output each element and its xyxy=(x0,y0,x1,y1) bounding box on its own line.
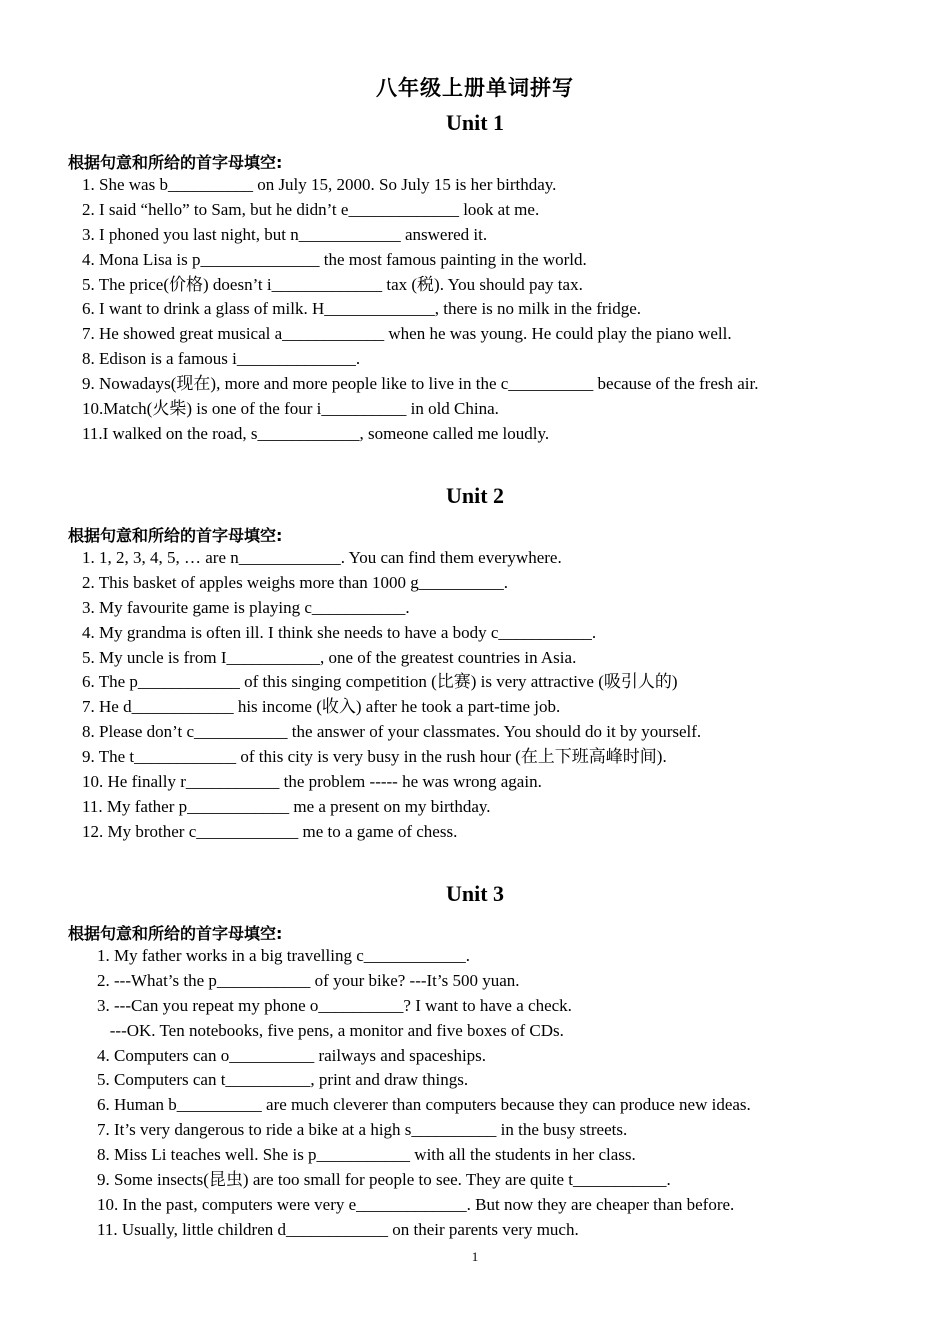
question-item: 8. Edison is a famous i______________. xyxy=(82,349,361,369)
unit-2-question-list xyxy=(82,546,701,845)
question-item: 11. My father p____________ me a present on my birthday. xyxy=(82,796,491,816)
question-item: 7. It’s very dangerous to ride a bike at a high s__________ in the busy streets. xyxy=(97,1120,628,1140)
question-item: 4. Mona Lisa is p______________ the most famous painting in the world. xyxy=(82,249,587,269)
question-item: 11.I walked on the road, s____________, someone called me loudly. xyxy=(82,423,550,443)
question-item: 4. Computers can o__________ railways and spaceships. xyxy=(97,1045,487,1065)
document-title: 八年级上册单词拼写 xyxy=(376,76,574,100)
question-item: 1. She was b__________ on July 15, 2000. So July 15 is her birthday. xyxy=(82,175,557,194)
question-item: 10.Match(火柴) is one of the four i__________ in old China. xyxy=(82,399,499,419)
question-item: 2. I said “hello” to Sam, but he didn’t e_____________ look at me. xyxy=(82,199,540,219)
page-number: 1 xyxy=(471,1249,479,1264)
unit-1-question-list xyxy=(82,173,759,447)
question-item: 4. My grandma is often ill. I think she needs to have a body c___________. xyxy=(82,622,597,642)
question-item: 2. ---What’s the p___________ of your bike? ---It’s 500 yuan. xyxy=(97,970,520,990)
question-item: 1. My father works in a big travelling c____________. xyxy=(97,946,470,965)
question-item: 7. He d____________ his income (收入) after he took a part-time job. xyxy=(82,697,561,717)
question-item: 10. In the past, computers were very e_____________. But now they are cheaper than before. xyxy=(97,1194,735,1214)
unit-1-instruction: 根据句意和所给的首字母填空: xyxy=(68,153,283,172)
unit-2-instruction: 根据句意和所给的首字母填空: xyxy=(68,526,283,545)
question-item: 9. The t____________ of this city is very busy in the rush hour (在上下班高峰时间). xyxy=(82,747,667,767)
question-item: 9. Some insects(昆虫) are too small for people to see. They are quite t___________. xyxy=(97,1170,671,1190)
question-item: 3. ---Can you repeat my phone o__________? I want to have a check. xyxy=(97,995,572,1015)
unit-2-heading: Unit 2 xyxy=(445,483,505,508)
question-item: 12. My brother c____________ me to a game of chess. xyxy=(82,821,458,841)
unit-1-heading: Unit 1 xyxy=(445,110,505,135)
question-item: 6. The p____________ of this singing competition (比赛) is very attractive (吸引人的) xyxy=(82,672,678,692)
question-item: 5. The price(价格) doesn’t i_____________ tax (税). You should pay tax. xyxy=(82,274,583,294)
question-item: 6. I want to drink a glass of milk. H_____________, there is no milk in the fridge. xyxy=(82,299,642,319)
question-item: ---OK. Ten notebooks, five pens, a monitor and five boxes of CDs. xyxy=(97,1020,564,1040)
unit-3-instruction: 根据句意和所给的首字母填空: xyxy=(68,924,283,943)
question-item: 3. My favourite game is playing c___________. xyxy=(82,597,410,617)
question-item: 10. He finally r___________ the problem ----- he was wrong again. xyxy=(82,772,542,792)
question-item: 8. Please don’t c___________ the answer of your classmates. You should do it by yourself. xyxy=(82,722,702,742)
question-item: 2. This basket of apples weighs more than 1000 g__________. xyxy=(82,572,509,592)
question-item: 9. Nowadays(现在), more and more people like to live in the c__________ because of the fresh air. xyxy=(82,374,759,394)
unit-3-question-list xyxy=(97,944,751,1243)
question-item: 5. Computers can t__________, print and draw things. xyxy=(97,1070,469,1090)
question-item: 5. My uncle is from I___________, one of the greatest countries in Asia. xyxy=(82,647,577,667)
question-item: 7. He showed great musical a____________ when he was young. He could play the piano well. xyxy=(82,324,732,344)
unit-3-heading: Unit 3 xyxy=(445,881,505,906)
question-item: 3. I phoned you last night, but n____________ answered it. xyxy=(82,224,488,244)
question-item: 11. Usually, little children d____________ on their parents very much. xyxy=(97,1219,579,1239)
question-item: 1. 1, 2, 3, 4, 5, … are n____________. You can find them everywhere. xyxy=(82,548,562,567)
question-item: 6. Human b__________ are much cleverer than computers because they can produce new ideas. xyxy=(97,1095,751,1115)
question-item: 8. Miss Li teaches well. She is p___________ with all the students in her class. xyxy=(97,1145,636,1165)
